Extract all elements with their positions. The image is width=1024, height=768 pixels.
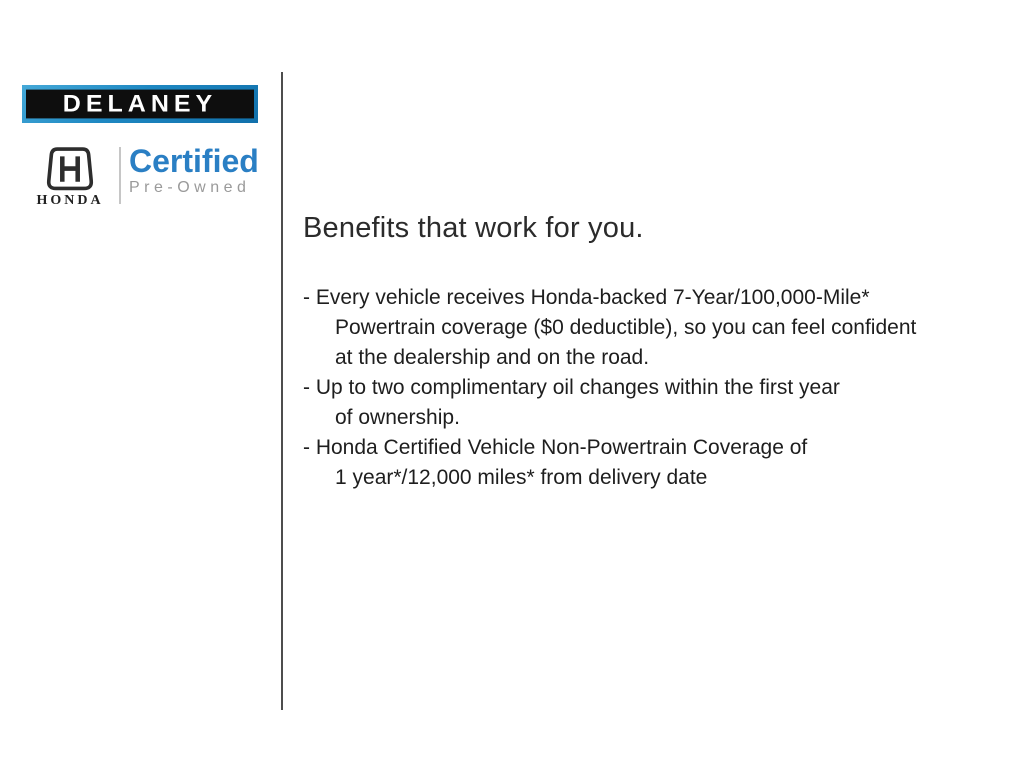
honda-certified-preowned-logo	[26, 144, 259, 208]
honda-wordmark: HONDA	[36, 193, 104, 208]
cpo-logo-divider	[119, 147, 121, 204]
cpo-text-block	[129, 144, 259, 196]
vertical-divider	[281, 72, 283, 710]
honda-mark	[26, 144, 114, 208]
pre-owned-label: Pre-Owned	[129, 179, 251, 196]
benefit-line: Powertrain coverage ($0 deductible), so you can feel confident	[335, 316, 917, 339]
delaney-logo-text: DELANEY	[26, 90, 254, 119]
certified-label: Certified	[129, 143, 259, 179]
benefits-list	[303, 283, 1024, 493]
benefit-line: at the dealership and on the road.	[335, 346, 650, 369]
honda-h-icon	[41, 146, 99, 192]
benefit-line: - Every vehicle receives Honda-backed 7-Year/100,000-Mile*	[303, 286, 870, 309]
benefit-line: - Up to two complimentary oil changes within the first year	[303, 376, 840, 399]
content-area	[303, 210, 1024, 493]
delaney-dealer-logo	[22, 85, 258, 123]
benefit-line: of ownership.	[335, 406, 460, 429]
benefit-line: - Honda Certified Vehicle Non-Powertrain Coverage of	[303, 436, 808, 459]
page-title: Benefits that work for you.	[303, 212, 644, 244]
benefit-line: 1 year*/12,000 miles* from delivery date	[335, 466, 708, 489]
